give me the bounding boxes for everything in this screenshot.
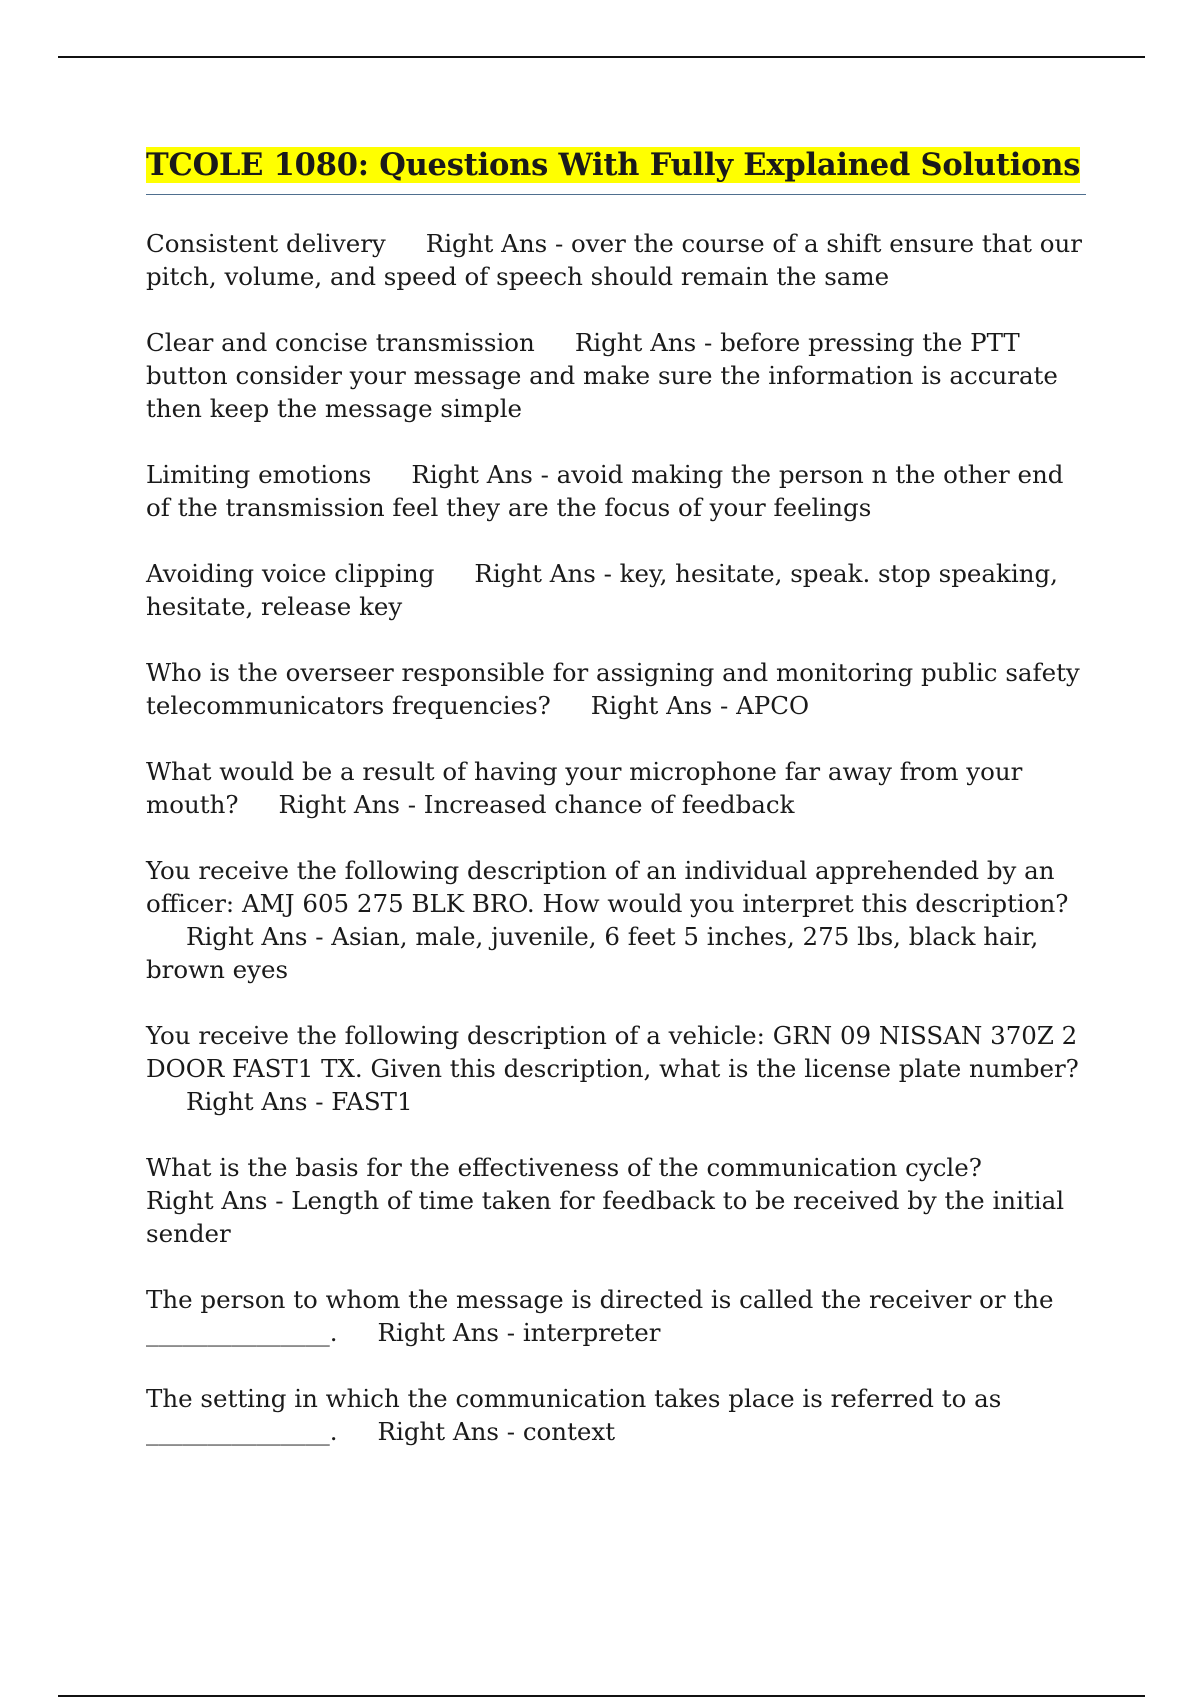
question-text: Limiting emotions bbox=[146, 460, 372, 490]
qa-item bbox=[146, 1019, 1086, 1118]
answer-text: Right Ans - context bbox=[377, 1417, 616, 1447]
answer-text: Right Ans - Length of time taken for feedback to be received by the initial sender bbox=[146, 1186, 1065, 1249]
question-text: What would be a result of having your microphone far away from your mouth? bbox=[146, 757, 1023, 820]
question-text: The person to whom the message is directed is called the receiver or the _______________. bbox=[146, 1285, 1054, 1348]
qa-item bbox=[146, 854, 1086, 986]
question-text: Who is the overseer responsible for assigning and monitoring public safety telecommunicators frequencies? bbox=[146, 658, 1080, 721]
answer-text: Right Ans - over the course of a shift ensure that our pitch, volume, and speed of speech should remain the same bbox=[146, 229, 1082, 292]
answer-text: Right Ans - Increased chance of feedback bbox=[278, 790, 795, 820]
qa-item bbox=[146, 656, 1086, 722]
question-text: You receive the following description of a vehicle: GRN 09 NISSAN 370Z 2 DOOR FAST1 TX. Given this description, what is the license plate number? bbox=[146, 1021, 1079, 1084]
document-body bbox=[146, 146, 1086, 1481]
question-text: You receive the following description of an individual apprehended by an officer: AMJ 605 275 BLK BRO. How would you interpret this description? bbox=[146, 856, 1069, 919]
qa-item bbox=[146, 227, 1086, 293]
answer-text: Right Ans - interpreter bbox=[377, 1318, 661, 1348]
qa-item bbox=[146, 458, 1086, 524]
question-text: Clear and concise transmission bbox=[146, 328, 535, 358]
document-title: TCOLE 1080: Questions With Fully Explained Solutions bbox=[146, 147, 1081, 183]
qa-item bbox=[146, 755, 1086, 821]
question-text: Avoiding voice clipping bbox=[146, 559, 435, 589]
top-rule bbox=[58, 56, 1145, 58]
answer-text: Right Ans - Asian, male, juvenile, 6 feet 5 inches, 275 lbs, black hair, brown eyes bbox=[146, 922, 1039, 985]
answer-text: Right Ans - avoid making the person n the other end of the transmission feel they are the focus of your feelings bbox=[146, 460, 1064, 523]
qa-item bbox=[146, 1283, 1086, 1349]
question-text: Consistent delivery bbox=[146, 229, 386, 259]
answer-text: Right Ans - APCO bbox=[590, 691, 810, 721]
qa-item bbox=[146, 1151, 1086, 1250]
question-text: What is the basis for the effectiveness of the communication cycle? bbox=[146, 1153, 982, 1183]
answer-text: Right Ans - key, hesitate, speak. stop speaking, hesitate, release key bbox=[146, 559, 1058, 622]
answer-text: Right Ans - before pressing the PTT button consider your message and make sure the information is accurate then keep the message simple bbox=[146, 328, 1058, 424]
title-block bbox=[146, 146, 1086, 195]
question-text: The setting in which the communication takes place is referred to as _______________. bbox=[146, 1384, 1002, 1447]
qa-item bbox=[146, 1382, 1086, 1448]
qa-item bbox=[146, 326, 1086, 425]
answer-text: Right Ans - FAST1 bbox=[186, 1087, 413, 1117]
bottom-rule bbox=[58, 1695, 1145, 1697]
qa-item bbox=[146, 557, 1086, 623]
